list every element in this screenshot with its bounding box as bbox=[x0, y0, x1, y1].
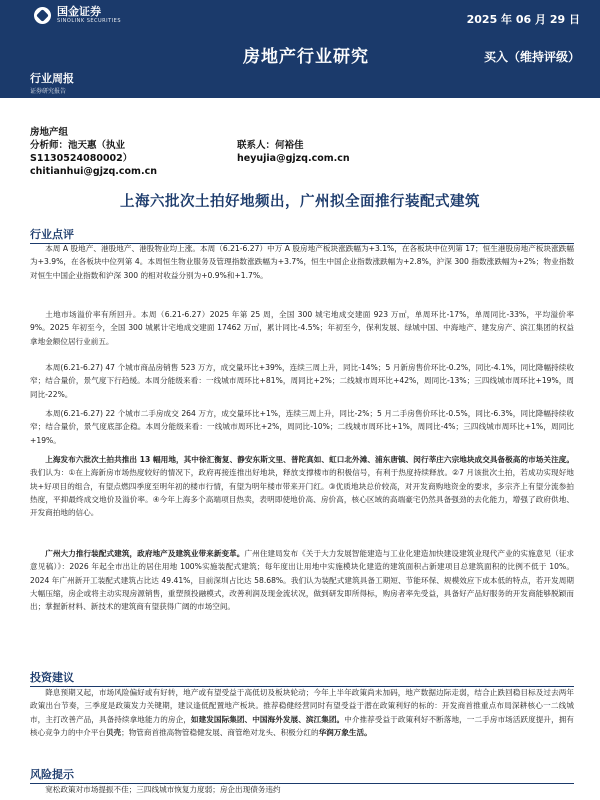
paragraph-second-hand: 本周(6.21-6.27) 22 个城市二手房成交 264 万方，成交量环比+1%，连续三周上升，同比-2%；5 月二手房售价环比-0.5%，同比-6.3%，同比降幅持续收窄；结合量价，景气度底部企稳。本周分能级来看：一线城市周环比+2%，周同比-10%；二线城市周环比+1%，周同比-4%；三四线城市周环比+1%，周同比+19%。 bbox=[30, 409, 574, 445]
paragraph-guangzhou bbox=[30, 547, 574, 613]
sinolink-logo bbox=[34, 6, 121, 24]
report-type: 行业周报 bbox=[30, 72, 74, 85]
paragraph-new-home: 本周(6.21-6.27) 47 个城市商品房销售 523 万方，成交量环比+39%，连续三周上升，同比-14%；5 月新房售价环比-0.2%，同比-4.1%，同比降幅持续收窄；结合量价，景气度下行趋缓。本周分能级来看：一线城市周环比+81%，周同比+2%；二线城市周环比+42%，周同比-13%；三四线城市周环比+19%，周同比-22%。 bbox=[30, 363, 574, 399]
shanghai-body: 我们认为：①在上海新房市场热度较好的情况下，政府再接连推出好地块，释放支撑楼市的积极信号，有利于热度持续释放。②7 月该批次土拍，若成功实现好地块+好项目的组合，有望点燃四季度至明年初的楼市行情，有望为明年楼市带来开门红。③优质地块总价较高，对开发商购地资金的要求，多宗齐上有望分流参拍热度，平抑最终成交地价及溢价率。④今年上海多个高端项目热卖，表明即使地价高、房价高，核心区域的高端豪宅仍然具备强劲的去化能力，增强了政府供地、开发商拍地的信心。 bbox=[30, 468, 574, 518]
advice-picks-dev: 如建发国际集团、中国海外发展、滨江集团。 bbox=[190, 714, 345, 724]
section-review: 行业点评 bbox=[30, 226, 574, 244]
section-advice: 投资建议 bbox=[30, 669, 574, 687]
section-risk: 风险提示 bbox=[30, 766, 574, 784]
advice-pick-agent: 贝壳 bbox=[105, 727, 122, 737]
paragraph-shanghai bbox=[30, 453, 574, 519]
report-date: 2025 年 06 月 29 日 bbox=[466, 13, 580, 26]
rating: 买入（维持评级） bbox=[483, 50, 580, 64]
paragraph-market: 本周 A 股地产、港股地产、港股物业均上涨。本周（6.21-6.27）中万 A 股房地产板块涨跌幅为+3.1%，在各板块中位列第 17；恒生港股房地产板块涨跌幅为+3.9%，在各板块中位列第 4。本周恒生物业服务及管理指数涨跌幅为+3.7%，恒生中国企业指数涨跌幅为+2.8%，沪深 300 指数涨跌幅为+2%；物业指数对恒生中国企业指数和沪深 300 的相对收益分别为+0.9%和+1.7%。 bbox=[30, 244, 574, 280]
analyst-email: chitianhui@gjzq.com.cn bbox=[30, 166, 157, 177]
sinolink-logo-icon bbox=[34, 7, 51, 24]
paragraph-risk: 宽松政策对市场提振不佳；三四线城市恢复力度弱；房企出现债务违约 bbox=[45, 785, 281, 794]
advice-pick-pm: 华润万象生活。 bbox=[318, 727, 372, 737]
logo-cn: 国金证券 bbox=[57, 5, 101, 18]
group-name: 房地产组 bbox=[30, 127, 69, 138]
contact-block bbox=[237, 139, 350, 165]
paragraph-advice bbox=[30, 686, 574, 739]
advice-body: 降息预期又起，市场风险偏好或有好转，地产或有望受益于高低切及板块轮动；今年上半年政策尚未加码，地产数据边际走弱，结合止跌回稳目标及过去两年政策出台节奏，三季度是政策发力关键期，建议逢低配置地产板块。推荐稳健经营同时有望受益于潜在政策利好的标的：开发商首推重点布局深耕核心一二线城市，主打改善产品，具备持续拿地能力的房企， bbox=[30, 688, 574, 724]
analyst-license: S1130524080002） bbox=[30, 153, 133, 164]
analyst-block bbox=[30, 126, 157, 178]
report-header bbox=[0, 0, 600, 98]
logo-en: SINOLINK SECURITIES bbox=[57, 18, 121, 24]
advice-mid: 中介推荐受益于政策利好不断落地，一二手房市场活跃度提升，拥有核心竞争力的中介平台 bbox=[30, 714, 575, 737]
contact-email: heyujia@gjzq.com.cn bbox=[237, 153, 350, 164]
advice-mid2: ；物管商首推高物管稳健发展、商管绝对龙头、积极分红的 bbox=[121, 727, 319, 737]
report-title: 房地产行业研究 bbox=[243, 47, 369, 67]
analyst-label: 分析师：池天惠（执业 bbox=[30, 140, 126, 151]
guangzhou-body: 广州住建局发布《关于大力发展智能建造与工业化建造加快建设建筑业现代产业的实施意见（征求意见稿）》：2026 年起全市出让的居住用地 100%实施装配式建筑；每年度出让用地中实施模块化建造的建筑面积占新建项目总建筑面积的比例不低于 10%。2024 年广州新开工装配式建筑占比达 49.41%，目前深圳占比达 58.68%。我们认为装配式建筑具备工期短、节能环保、规模效应下成本低的特点，若开发周期大幅压缩，房企或将主动实现房源销售，重塑预投融模式，改善利润及现金流状况，做到研发即所得标，购房者率先受益，具备好产品好服务的开发商能够脱颖而出；掌握新材料、新技术的建筑商有望获得广阔的市场空间。 bbox=[30, 549, 575, 612]
contact-label: 联系人：何裕佳 bbox=[237, 140, 304, 151]
shanghai-lead: 上海发布六批次土拍共推出 13 幅用地，其中徐汇衡复、静安东斯文里、普陀真如、虹口北外滩、浦东唐镇、闵行莘庄六宗地块成交具备极高的市场关注度。 bbox=[45, 455, 574, 464]
paragraph-land: 土地市场溢价率有所回升。本周（6.21-6.27）2025 年第 25 周，全国 300 城宅地成交建面 923 万㎡，单周环比-17%，单周同比-33%，平均溢价率 9%。2025 年初至今，全国 300 城累计宅地成交建面 17462 万㎡，累计同比-4.5%；年初至今，保利发展、绿城中国、中海地产、建发房产、滨江集团的权益拿地金额位居行业前五。 bbox=[30, 310, 574, 346]
report-subtype: 证券研究报告 bbox=[30, 88, 67, 95]
guangzhou-lead: 广州大力推行装配式建筑，政府地产及建筑业带来新变革。 bbox=[45, 549, 245, 558]
headline: 上海六批次土拍好地频出，广州拟全面推行装配式建筑 bbox=[120, 194, 480, 210]
